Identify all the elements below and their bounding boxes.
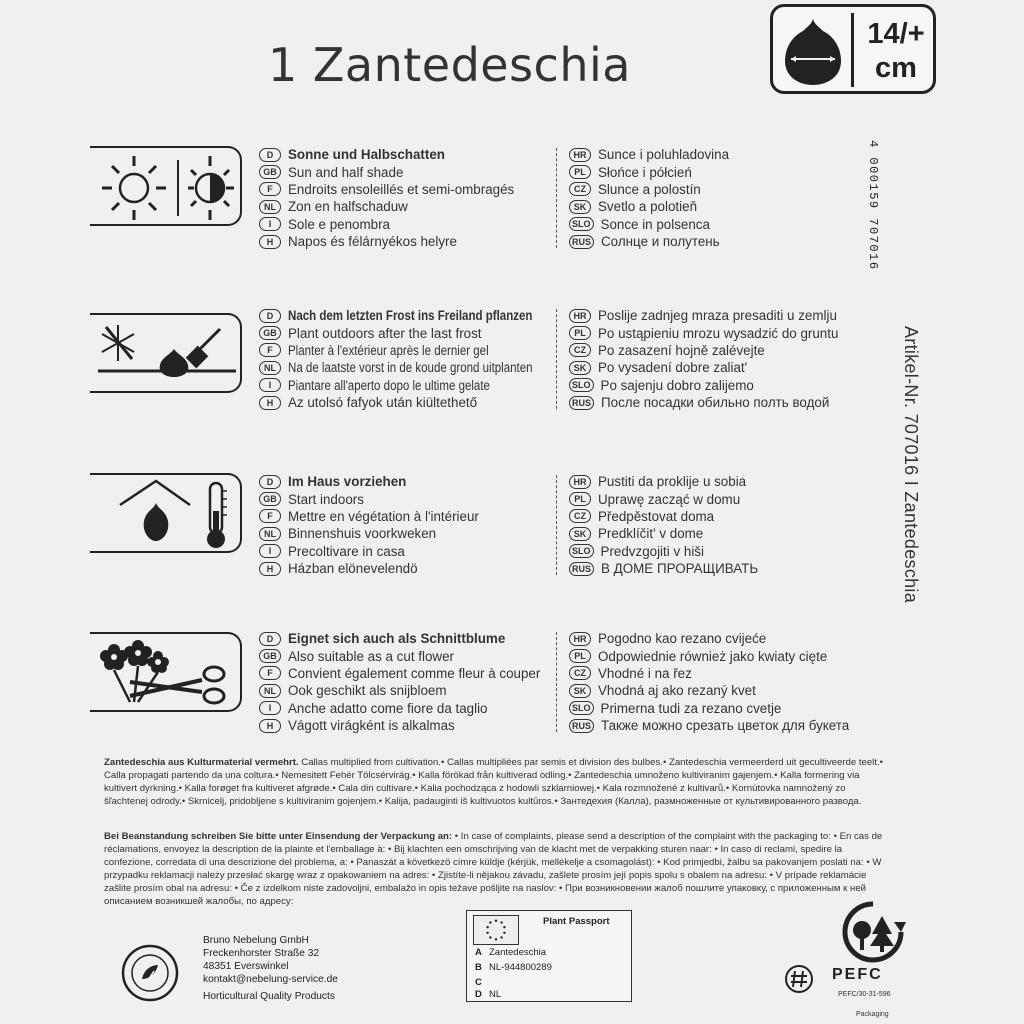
pefc-code: PEFC/30-31-596 bbox=[838, 991, 891, 998]
lang-text: Endroits ensoleillés et semi-ombragés bbox=[288, 181, 515, 197]
lang-text: Odpowiednie również jako kwiaty cięte bbox=[598, 648, 828, 664]
lang-code-badge: SK bbox=[569, 527, 591, 541]
section-divider bbox=[556, 475, 557, 575]
pefc-packaging: Packaging bbox=[856, 1011, 889, 1018]
lang-line bbox=[259, 647, 540, 664]
lang-text: Piantare all'aperto dopo le ultime gelate bbox=[288, 377, 490, 393]
page-title: 1 Zantedeschia bbox=[268, 38, 631, 92]
lang-text: Predklíčit' v dome bbox=[598, 526, 704, 542]
lang-text: Vhodná aj ako rezaný kvet bbox=[598, 683, 756, 699]
bulb-size-box bbox=[770, 4, 936, 94]
passport-row-b: B NL-944800289 bbox=[475, 962, 552, 973]
lang-line bbox=[259, 682, 540, 699]
lang-text: Also suitable as a cut flower bbox=[288, 648, 454, 664]
lang-line bbox=[569, 647, 849, 664]
lang-line bbox=[569, 665, 849, 682]
lang-code-badge: F bbox=[259, 666, 281, 680]
lang-code-badge: PL bbox=[569, 649, 591, 663]
pefc-label: PEFC bbox=[832, 966, 883, 983]
lang-code-badge: SK bbox=[569, 361, 591, 375]
lang-text: Po zasazení hojně zalévejte bbox=[598, 342, 765, 358]
lang-column-left bbox=[259, 473, 479, 577]
sustainable-supplier-seal-icon bbox=[120, 943, 180, 1003]
company-tagline: Horticultural Quality Products bbox=[203, 991, 335, 1002]
lang-line bbox=[259, 630, 540, 647]
lang-text: Sonne und Halbschatten bbox=[288, 147, 445, 163]
eu-flag-icon bbox=[473, 915, 519, 945]
lang-line bbox=[259, 377, 572, 394]
lang-code-badge: NL bbox=[259, 527, 281, 541]
lang-text: Sun and half shade bbox=[288, 164, 404, 180]
lang-line bbox=[259, 700, 540, 717]
lang-code-badge: F bbox=[259, 509, 281, 523]
lang-text: Az utolsó fafyok után kiültethető bbox=[288, 395, 478, 411]
lang-line bbox=[259, 665, 540, 682]
lang-line bbox=[259, 394, 572, 411]
cut-flower-scissors-icon bbox=[90, 632, 242, 712]
lang-text: В ДОМЕ ПРОРАЩИВАТЬ bbox=[601, 561, 759, 577]
lang-line bbox=[569, 717, 849, 734]
lang-code-badge: CZ bbox=[569, 509, 591, 523]
lang-line bbox=[259, 473, 479, 490]
origin-paragraph: Zantedeschia aus Kulturmaterial vermehrt. Callas multiplied from cultivation.• Callas multipliées par semis et division des bulbes.• Zantedeschia vermeerderd uit gecultiveerde teelt.• Calla propagati partendo da una coltura.• Nemesitett Fehér Tölcsérvirág.• Kalla förökad från kultiverad odling.• Zantedeschia umnoženo kultiviranim gajenjem.• Kalla formering via kultivert dyrkning.• Kalla forøget fra kultiveret afgrøde.• Cala din cultivare.• Kalia pochodząca z hodowli szklarniowej.• Kala rozmnožené z kultivarů.• Kornútovka namnožený zo šľachtenej odrody.• Skrnicelj, pridobljene s kultiviranim gojenjem.• Kalija, padauginti iš kultivuotos kultūros.• Зантедехия (Калла), размноженные от культивированного развода. bbox=[104, 757, 883, 807]
lang-code-badge: I bbox=[259, 701, 281, 715]
lang-code-badge: GB bbox=[259, 165, 281, 179]
lang-code-badge: F bbox=[259, 343, 281, 357]
lang-text: Sole e penombra bbox=[288, 216, 390, 232]
lang-line bbox=[569, 490, 758, 507]
lang-line bbox=[259, 163, 514, 180]
lang-text: Svetlo a polotieň bbox=[598, 199, 698, 215]
company-email: kontakt@nebelung-service.de bbox=[203, 974, 338, 985]
passport-row-c: C bbox=[475, 977, 482, 988]
barcode-number: 4 000159 707016 bbox=[866, 140, 880, 271]
lang-code-badge: HR bbox=[569, 475, 591, 489]
lang-line bbox=[569, 307, 838, 324]
lang-text: Nach dem letzten Frost ins Freiland pflanzen bbox=[288, 308, 533, 324]
lang-code-badge: D bbox=[259, 309, 281, 323]
lang-column-right bbox=[569, 146, 729, 250]
lang-line bbox=[259, 560, 479, 577]
lang-code-badge: I bbox=[259, 544, 281, 558]
lang-line bbox=[569, 324, 838, 341]
bulb-icon bbox=[781, 15, 845, 89]
lang-line bbox=[259, 198, 514, 215]
lang-text: Uprawę zacząć w domu bbox=[598, 491, 741, 507]
section-divider bbox=[556, 309, 557, 409]
lang-code-badge: SLO bbox=[569, 217, 594, 231]
company-address: Bruno Nebelung GmbH Freckenhorster Straße 32 48351 Everswinkel kontakt@nebelung-service.de bbox=[203, 935, 338, 985]
lang-line bbox=[569, 473, 758, 490]
lang-line bbox=[259, 508, 479, 525]
lang-line bbox=[569, 543, 758, 560]
article-number: Artikel-Nr. 707016 I Zantedeschia bbox=[901, 326, 921, 604]
lang-text: Также можно срезать цветок для букета bbox=[601, 718, 850, 734]
lang-text: Mettre en végétation à l'intérieur bbox=[288, 508, 479, 524]
lang-code-badge: NL bbox=[259, 684, 281, 698]
lang-code-badge: RUS bbox=[569, 719, 594, 733]
lang-line bbox=[569, 163, 729, 180]
complaint-paragraph: Bei Beanstandung schreiben Sie bitte unter Einsendung der Verpackung an: • In case of complaints, please send a description of the complaint with the packaging to: • En cas de réclamations, envoyez la description de la plainte et l'emballage à: • Bij klachten een omschrijving van de klacht met de verpakking sturen naar: • In caso di reclami, spedire la confezione, corredata di una descrizione del problema, a: • Panaszát a következö címre küldje (kérjük, mellékelje a csomagolást): • Kod primjedbi, žalbu sa pakovanjem poslati na: • W przypadku reklamacji należy przesłać skargę wraz z opakowaniem na adres: • Zjistíte-li nějakou závadu, zašlete prosím její popis spolu s obalem na adresu: • V prípade reklamácie zašlite prosím obal na adresu: • Če z izdelkom niste zadovoljni, embalažo in opis težave pošljite na naslov: • При возникновении жалоб пошлите упаковку, с приложенным к ней описанием возникшей жалобы, по адресу: bbox=[104, 831, 883, 907]
lang-text: Planter à l'extérieur après le dernier gel bbox=[288, 342, 489, 358]
lang-text: Precoltivare in casa bbox=[288, 543, 405, 559]
lang-code-badge: CZ bbox=[569, 666, 591, 680]
lang-code-badge: HR bbox=[569, 148, 591, 162]
lang-line bbox=[259, 181, 514, 198]
lang-line bbox=[569, 700, 849, 717]
lang-line bbox=[569, 377, 838, 394]
house-thermometer-icon bbox=[90, 473, 242, 553]
lang-line bbox=[259, 717, 540, 734]
plant-passport-title: Plant Passport bbox=[543, 916, 610, 927]
lang-code-badge: I bbox=[259, 217, 281, 231]
lang-line bbox=[569, 359, 838, 376]
lang-code-badge: SLO bbox=[569, 378, 594, 392]
lang-line bbox=[569, 146, 729, 163]
lang-line bbox=[259, 525, 479, 542]
lang-column-left bbox=[259, 146, 514, 250]
pefc-logo-icon bbox=[838, 900, 908, 964]
lang-line bbox=[569, 682, 849, 699]
lang-text: Pogodno kao rezano cvijeće bbox=[598, 631, 767, 647]
lang-text: Vhodné i na řez bbox=[598, 665, 692, 681]
lang-code-badge: PL bbox=[569, 326, 591, 340]
lang-code-badge: D bbox=[259, 148, 281, 162]
lang-text: Pustiti da proklije u sobia bbox=[598, 474, 747, 490]
lang-code-badge: CZ bbox=[569, 182, 591, 196]
lang-text: После посадки обильно полть водой bbox=[601, 395, 830, 411]
lang-line bbox=[569, 198, 729, 215]
lang-text: Sunce i poluhladovina bbox=[598, 147, 730, 163]
lang-text: Po sajenju dobro zalijemo bbox=[600, 377, 754, 393]
lang-line bbox=[259, 490, 479, 507]
lang-line bbox=[569, 525, 758, 542]
lang-code-badge: RUS bbox=[569, 235, 594, 249]
lang-code-badge: F bbox=[259, 182, 281, 196]
plant-passport bbox=[466, 910, 632, 1002]
lang-line bbox=[569, 233, 729, 250]
lang-text: Eignet sich auch als Schnittblume bbox=[288, 631, 506, 647]
lang-text: Солнце и полутень bbox=[601, 234, 720, 250]
lang-line bbox=[569, 630, 849, 647]
lang-code-badge: SLO bbox=[569, 544, 594, 558]
lang-text: Predvzgojiti v hiši bbox=[600, 543, 704, 559]
lang-text: Slunce a polostín bbox=[598, 181, 701, 197]
lang-code-badge: NL bbox=[259, 361, 281, 375]
lang-code-badge: D bbox=[259, 475, 281, 489]
lang-column-right bbox=[569, 630, 849, 734]
lang-text: Vágott virágként is alkalmas bbox=[288, 718, 455, 734]
lang-code-badge: GB bbox=[259, 649, 281, 663]
lang-line bbox=[259, 359, 572, 376]
size-box-separator bbox=[851, 13, 854, 87]
passport-row-d: D NL bbox=[475, 989, 502, 1000]
lang-line bbox=[569, 216, 729, 233]
lang-column-right bbox=[569, 473, 758, 577]
lang-text: Na de laatste vorst in de koude grond uitplanten bbox=[288, 360, 533, 376]
lang-code-badge: H bbox=[259, 719, 281, 733]
lang-code-badge: GB bbox=[259, 492, 281, 506]
lang-code-badge: H bbox=[259, 235, 281, 249]
lang-text: Zon en halfschaduw bbox=[288, 199, 408, 215]
lang-text: Plant outdoors after the last frost bbox=[288, 325, 482, 341]
frost-planting-icon bbox=[90, 313, 242, 393]
bulb-size-text: 14/+ cm bbox=[867, 18, 925, 84]
recycling-mark-icon bbox=[784, 964, 814, 994]
lang-column-right bbox=[569, 307, 838, 411]
lang-text: Słońce i półcień bbox=[598, 164, 692, 180]
lang-line bbox=[259, 543, 479, 560]
lang-column-left bbox=[259, 307, 572, 411]
lang-text: Napos és félárnyékos helyre bbox=[288, 234, 457, 250]
lang-text: Ook geschikt als snijbloem bbox=[288, 683, 447, 699]
lang-line bbox=[569, 394, 838, 411]
lang-text: Poslije zadnjeg mraza presaditi u zemlju bbox=[598, 308, 837, 324]
lang-code-badge: SK bbox=[569, 200, 591, 214]
lang-line bbox=[259, 216, 514, 233]
lang-column-left bbox=[259, 630, 540, 734]
lang-text: Předpěstovat doma bbox=[598, 508, 715, 524]
lang-code-badge: D bbox=[259, 632, 281, 646]
lang-code-badge: CZ bbox=[569, 343, 591, 357]
section-divider bbox=[556, 632, 557, 732]
lang-text: Anche adatto come fiore da taglio bbox=[288, 700, 488, 716]
lang-code-badge: SLO bbox=[569, 701, 594, 715]
lang-line bbox=[569, 508, 758, 525]
lang-line bbox=[569, 342, 838, 359]
passport-row-a: A Zantedeschia bbox=[475, 947, 547, 958]
lang-code-badge: SK bbox=[569, 684, 591, 698]
lang-code-badge: GB bbox=[259, 326, 281, 340]
lang-text: Po vysadení dobre zaliat' bbox=[598, 360, 748, 376]
lang-code-badge: RUS bbox=[569, 396, 594, 410]
lang-code-badge: PL bbox=[569, 492, 591, 506]
lang-text: Primerna tudi za rezano cvetje bbox=[600, 700, 782, 716]
lang-code-badge: I bbox=[259, 378, 281, 392]
lang-line bbox=[259, 324, 572, 341]
lang-text: Binnenshuis voorkweken bbox=[288, 526, 437, 542]
lang-code-badge: H bbox=[259, 396, 281, 410]
lang-line bbox=[259, 342, 572, 359]
lang-text: Sonce in polsenca bbox=[600, 216, 710, 232]
lang-code-badge: RUS bbox=[569, 562, 594, 576]
lang-line bbox=[259, 233, 514, 250]
lang-text: Im Haus vorziehen bbox=[288, 474, 407, 490]
lang-line bbox=[569, 181, 729, 198]
lang-line bbox=[259, 307, 572, 324]
lang-code-badge: H bbox=[259, 562, 281, 576]
lang-line bbox=[259, 146, 514, 163]
lang-text: Convient également comme fleur à couper bbox=[288, 665, 541, 681]
lang-code-badge: HR bbox=[569, 309, 591, 323]
lang-line bbox=[569, 560, 758, 577]
lang-code-badge: NL bbox=[259, 200, 281, 214]
lang-text: Start indoors bbox=[288, 491, 364, 507]
section-divider bbox=[556, 148, 557, 248]
lang-text: Házban elönevelendö bbox=[288, 561, 418, 577]
lang-code-badge: PL bbox=[569, 165, 591, 179]
sun-half-shade-icon bbox=[90, 146, 242, 226]
lang-text: Po ustąpieniu mrozu wysadzić do gruntu bbox=[598, 325, 839, 341]
lang-code-badge: HR bbox=[569, 632, 591, 646]
